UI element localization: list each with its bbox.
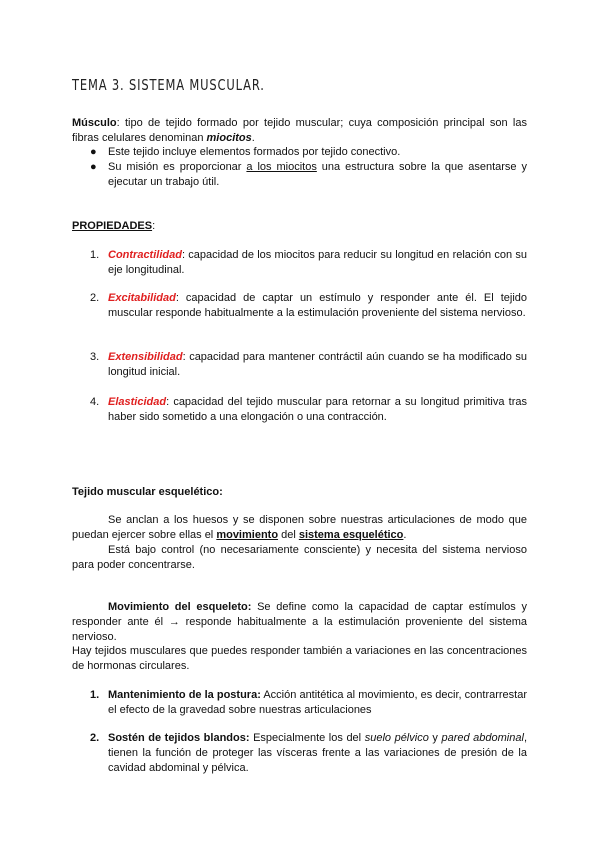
intro-end: . (251, 132, 255, 144)
esqueletico-text: . (403, 529, 407, 541)
term-sistema-esqueletico: sistema esquelético (298, 529, 404, 541)
term-suelo-pelvico: suelo pélvico (364, 732, 429, 744)
propiedades-title: PROPIEDADES (72, 220, 153, 232)
propiedad-item (108, 248, 527, 278)
bullet-text: una estructura sobre la que asentarse y ejecutar un trabajo útil. (108, 161, 527, 188)
term-movimiento: movimiento (216, 529, 279, 541)
propiedad-text: : capacidad para mantener contráctil aún cuando se ha modificado su longitud inicial. (108, 351, 527, 378)
movimiento-paragraph (72, 600, 527, 645)
term-miocitos: miocitos (206, 132, 252, 144)
esqueletico-paragraph-2: Está bajo control (no necesariamente consciente) y necesita del sistema nervioso para poder concentrarse. (72, 544, 527, 571)
funcion-item (108, 731, 527, 776)
item-number: 4. (90, 396, 100, 408)
item-number: 3. (90, 351, 100, 363)
page-title: TEMA 3. SISTEMA MUSCULAR. (72, 76, 265, 94)
intro-paragraph (72, 116, 527, 146)
propiedad-text: : capacidad del tejido muscular para retornar a su longitud primitiva tras haber sido sometido a una elongación o una contracción. (108, 396, 527, 423)
esqueletico-paragraph (72, 513, 527, 543)
movimiento-paragraph-2: Hay tejidos musculares que puedes responder también a variaciones en las concentraciones de hormonas circulares. (72, 645, 527, 672)
funcion-text: , tienen la función de proteger las vísceras frente a las variaciones de presión de la cavidad abdominal y pélvica. (108, 732, 527, 774)
bullet-text: Su misión es proporcionar (108, 161, 247, 173)
term-movimiento-esqueleto: Movimiento del esqueleto: (108, 601, 252, 613)
term-elasticidad: Elasticidad (108, 396, 167, 408)
item-number: 2. (90, 292, 100, 304)
propiedad-item (108, 350, 527, 380)
propiedad-item (108, 395, 527, 425)
esqueletico-heading: Tejido muscular esquelético: (72, 486, 223, 498)
propiedad-text: : capacidad de los miocitos para reducir su longitud en relación con su eje longitudinal. (108, 249, 527, 276)
funcion-text: y (428, 732, 442, 744)
propiedad-item (108, 291, 527, 321)
bullet-icon: ● (90, 146, 97, 158)
bullet-icon: ● (90, 161, 97, 173)
movimiento-text: Se define como la capacidad de captar estímulos y responder ante él → responde habitualmente a la estimulación proveniente del sistema nervioso. (72, 601, 527, 643)
funcion-text: Acción antitética al movimiento, es decir, contrarrestar el efecto de la gravedad sobre nuestras articulaciones (108, 689, 527, 716)
term-excitabilidad: Excitabilidad (108, 292, 176, 304)
term-postura: Mantenimiento de la postura: (108, 689, 261, 701)
intro-text: : tipo de tejido formado por tejido muscular; cuya composición principal son las fibras celulares denominan (72, 117, 527, 144)
term-contractilidad: Contractilidad (108, 249, 182, 261)
item-number: 2. (90, 732, 100, 744)
esqueletico-text: Se anclan a los huesos y se disponen sobre nuestras articulaciones de modo que puedan ejercer sobre ellas el (72, 514, 527, 541)
item-number: 1. (90, 689, 100, 701)
funcion-item (108, 688, 527, 718)
propiedad-text: : capacidad de captar un estímulo y responder ante él. El tejido muscular responde habitualmente a la estimulación proveniente del sistema nervioso. (108, 292, 527, 319)
propiedades-colon: : (152, 220, 156, 232)
link-miocitos[interactable]: a los miocitos (246, 161, 317, 173)
term-sosten: Sostén de tejidos blandos: (108, 732, 250, 744)
term-extensibilidad: Extensibilidad (108, 351, 183, 363)
bullet-item: Este tejido incluye elementos formados por tejido conectivo. (108, 146, 401, 158)
propiedades-heading (72, 219, 155, 234)
term-pared-abdominal: pared abdominal (441, 732, 524, 744)
esqueletico-text: del (278, 529, 299, 541)
term-musculo: Músculo (72, 117, 117, 129)
funcion-text: Especialmente los del (249, 732, 365, 744)
bullet-item (108, 160, 527, 190)
item-number: 1. (90, 249, 100, 261)
